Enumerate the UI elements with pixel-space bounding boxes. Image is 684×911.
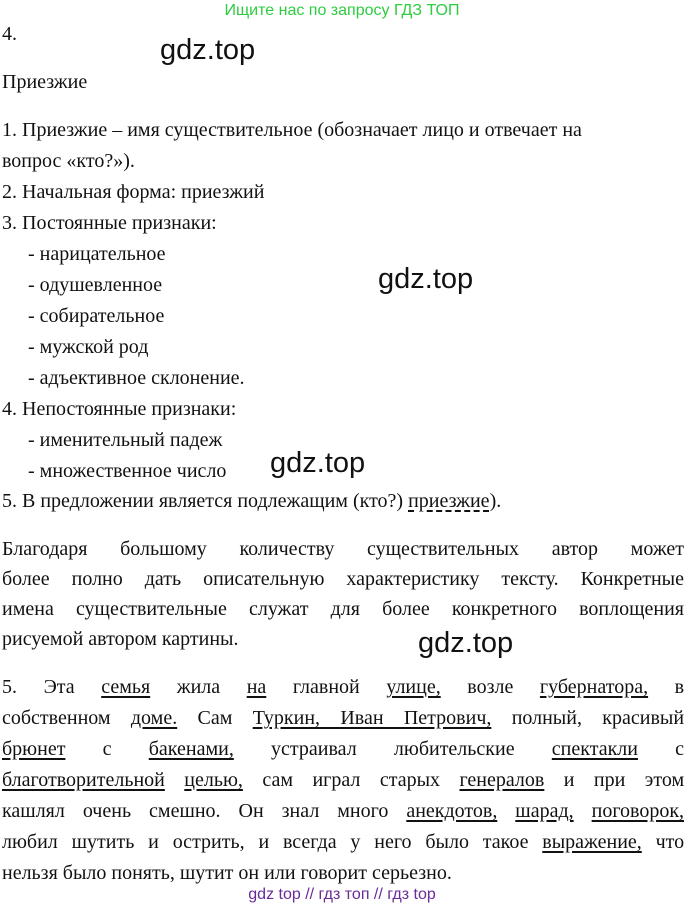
underlined-word: брюнет (2, 738, 66, 760)
underlined-word: спектакли (551, 738, 638, 760)
word: знал (281, 800, 320, 822)
word: Он (238, 800, 264, 822)
feature-item: - одушевленное (28, 274, 163, 296)
word: всегда (282, 831, 337, 853)
word: полный, (511, 707, 582, 729)
underlined-word: улице, (386, 676, 441, 698)
example-line (2, 706, 684, 730)
word: было (425, 831, 469, 853)
word: любительские (393, 738, 515, 760)
paragraph-line: более полно дать описательную характеристику тексту. Конкретные (2, 568, 684, 590)
word: с (675, 738, 684, 760)
underlined-word: губернатора, (539, 676, 649, 698)
word: кашлял (2, 800, 65, 822)
subject-word: приезжие (408, 490, 490, 512)
underlined-word: доме. (130, 707, 178, 729)
example-line (2, 737, 684, 761)
search-banner[interactable]: Ищите нас по запросу ГДЗ ТОП (224, 2, 460, 19)
footer-links[interactable]: gdz top // гдз топ // гдз top (248, 886, 436, 903)
example-line (2, 799, 684, 823)
word: красивый (602, 707, 684, 729)
word: жила (176, 676, 221, 698)
task-number: 4. (2, 23, 17, 45)
point-5-text: 5. В предложении является подлежащим (кто?) (2, 490, 409, 512)
word: сам (262, 769, 294, 791)
paragraph-line: Благодаря большому количеству существительных автор может (2, 538, 684, 560)
word: 5. (2, 676, 17, 698)
word: Сам (197, 707, 233, 729)
watermark: gdz.top (418, 627, 514, 659)
word: при (593, 769, 626, 791)
word: с (102, 738, 112, 760)
point-5-end: ). (489, 490, 502, 512)
example-line: нельзя было понять, шутит он или говорит серьезно. (2, 862, 452, 884)
underlined-word: генералов (459, 769, 545, 791)
paragraph-line: рисуемой автором картины. (2, 628, 239, 650)
feature-item: - множественное число (28, 460, 227, 482)
analysis-point-4: 4. Непостоянные признаки: (2, 398, 237, 420)
analysis-point-1-cont: вопрос «кто?»). (2, 150, 135, 172)
word: в (674, 676, 684, 698)
word: смешно. (149, 800, 221, 822)
underlined-word: семья (101, 676, 151, 698)
word: возле (467, 676, 514, 698)
feature-item: - нарицательное (28, 243, 166, 265)
watermark: gdz.top (160, 34, 256, 66)
word: играл (312, 769, 361, 791)
analysis-point-1: 1. Приезжие – имя существительное (обозначает лицо и отвечает на (2, 119, 582, 141)
underlined-word: Туркин, Иван Петрович, (252, 707, 492, 729)
word: старых (379, 769, 441, 791)
watermark: gdz.top (378, 263, 474, 295)
underlined-word: благотворительной (2, 769, 165, 791)
word: устраивал (271, 738, 357, 760)
underlined-word: целью, (184, 769, 243, 791)
word: очень (82, 800, 132, 822)
underlined-word: шарад, (515, 800, 574, 822)
example-line (2, 830, 684, 854)
analysis-point-2: 2. Начальная форма: приезжий (2, 181, 265, 203)
word: что (655, 831, 684, 853)
word: много (337, 800, 389, 822)
underlined-word: анекдотов, (406, 800, 498, 822)
underlined-word: поговорок, (591, 800, 684, 822)
word: любил (2, 831, 58, 853)
paragraph-line: имена существительные служат для более конкретного воплощения (2, 598, 684, 620)
example-line (2, 768, 684, 792)
feature-item: - собирательное (28, 305, 165, 327)
word: него (374, 831, 412, 853)
word: острить, (172, 831, 245, 853)
word: у (350, 831, 361, 853)
word: и (563, 769, 575, 791)
watermark: gdz.top (270, 447, 366, 479)
underlined-word: выражение, (542, 831, 642, 853)
feature-item: - именительный падеж (28, 429, 223, 451)
analysis-point-5 (2, 489, 501, 513)
word: этом (644, 769, 684, 791)
word: шутить (71, 831, 135, 853)
word: собственном (2, 707, 111, 729)
word: Эта (43, 676, 75, 698)
example-line (2, 675, 684, 699)
underlined-word: на (246, 676, 267, 698)
word: и (148, 831, 159, 853)
underlined-word: бакенами, (148, 738, 234, 760)
word: и (258, 831, 270, 853)
word: главной (292, 676, 360, 698)
parsed-word: Приезжие (2, 71, 88, 93)
feature-item: - адъективное склонение. (28, 367, 245, 389)
analysis-point-3: 3. Постоянные признаки: (2, 212, 217, 234)
word: такое (482, 831, 529, 853)
feature-item: - мужской род (28, 336, 149, 358)
